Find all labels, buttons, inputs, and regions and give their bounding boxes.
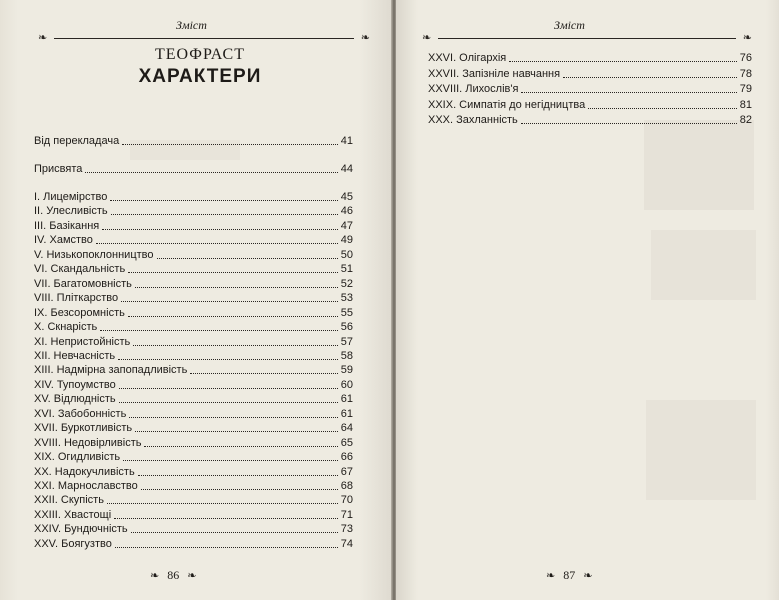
page-footer bbox=[150, 568, 196, 583]
toc-entry-title: XXVII. Запізніле навчання bbox=[428, 67, 561, 80]
dot-leader bbox=[588, 108, 737, 109]
toc-entry-page: 59 bbox=[340, 364, 353, 377]
toc-entry-page: 49 bbox=[340, 234, 353, 247]
toc-entry-page: 41 bbox=[340, 135, 353, 147]
toc-entry bbox=[428, 95, 752, 111]
ornament-icon: ❧ bbox=[38, 32, 48, 44]
dot-leader bbox=[85, 172, 337, 173]
ornament-icon: ❧ bbox=[422, 32, 432, 44]
toc-entry-title: XXIV. Бундючність bbox=[34, 523, 128, 536]
toc-entry bbox=[428, 110, 752, 126]
toc-entry-title: XVIII. Недовірливість bbox=[34, 436, 142, 449]
toc-entry-title: Присвята bbox=[34, 163, 83, 175]
toc-entry-title: X. Скнарість bbox=[34, 321, 98, 334]
toc-entry-title: XIV. Тупоумство bbox=[34, 378, 116, 391]
right-page bbox=[396, 0, 779, 600]
toc-entry-page: 44 bbox=[340, 163, 353, 175]
toc-entry-title: XV. Відлюдність bbox=[34, 393, 116, 406]
toc-entry-page: 66 bbox=[340, 451, 353, 464]
toc-entry-page: 68 bbox=[340, 480, 353, 492]
toc-entry-title: XIII. Надмірна запопадливість bbox=[34, 364, 188, 377]
toc-entry-page: 46 bbox=[340, 205, 353, 218]
toc-entry-page: 73 bbox=[340, 523, 353, 536]
toc-entry-title: XXIX. Симпатія до негідництва bbox=[428, 98, 586, 111]
toc-entry-title: IV. Хамство bbox=[34, 234, 93, 247]
toc-entry-title: VIII. Пліткарство bbox=[34, 292, 119, 305]
dot-leader bbox=[563, 77, 737, 78]
toc-entry-page: 61 bbox=[340, 407, 353, 420]
toc-entry-title: III. Базікання bbox=[34, 219, 100, 232]
toc-entry-title: Від перекладача bbox=[34, 135, 120, 147]
dot-leader bbox=[115, 547, 338, 548]
toc-entry-page: 74 bbox=[340, 537, 353, 550]
ornament-icon: ❧ bbox=[546, 570, 556, 582]
toc-entry-title: XXII. Скупість bbox=[34, 494, 104, 507]
toc-entry-page: 70 bbox=[340, 494, 353, 507]
toc-entry bbox=[428, 48, 752, 64]
toc-entry-page: 51 bbox=[340, 263, 353, 276]
author-name: ТЕОФРАСТ bbox=[155, 46, 245, 63]
toc-entry bbox=[34, 159, 353, 175]
toc-entry-page: 45 bbox=[340, 191, 353, 203]
toc-entry-title: XXVIII. Лихослів'я bbox=[428, 83, 519, 95]
ornament-icon: ❧ bbox=[150, 570, 160, 582]
page-number: 87 bbox=[563, 568, 576, 582]
toc-entry-title: VII. Багатомовність bbox=[34, 277, 132, 290]
toc-entry-title: V. Низькопоклонництво bbox=[34, 248, 154, 261]
toc-entry-page: 60 bbox=[340, 378, 353, 391]
ornament-icon: ❧ bbox=[360, 32, 370, 44]
toc-entry-title: XXI. Марнославство bbox=[34, 480, 138, 492]
page-footer bbox=[546, 568, 592, 583]
dot-leader bbox=[509, 61, 736, 62]
toc-entry-page: 50 bbox=[340, 248, 353, 261]
toc-entry-page: 52 bbox=[340, 277, 353, 290]
ornament-icon: ❧ bbox=[187, 570, 197, 582]
table-of-contents bbox=[428, 0, 752, 600]
toc-entry bbox=[34, 131, 353, 147]
toc-entry-page: 67 bbox=[340, 465, 353, 478]
table-of-contents bbox=[34, 0, 353, 600]
toc-entry-title: I. Лицемірство bbox=[34, 191, 108, 203]
toc-entry-title: XXVI. Олігархія bbox=[428, 52, 507, 64]
toc-entry-title: XXIII. Хвастощі bbox=[34, 508, 112, 521]
toc-entry-title: VI. Скандальність bbox=[34, 263, 126, 276]
toc-entry-title: XI. Непристойність bbox=[34, 335, 131, 348]
toc-entry-page: 57 bbox=[340, 335, 353, 348]
toc-entry-title: XII. Невчасність bbox=[34, 349, 116, 362]
toc-entry-page: 65 bbox=[340, 436, 353, 449]
toc-entry-page: 76 bbox=[739, 52, 752, 64]
ornament-icon: ❧ bbox=[583, 570, 593, 582]
toc-entry-page: 53 bbox=[340, 292, 353, 305]
dot-leader bbox=[521, 123, 737, 124]
toc-entry-title: IX. Безсоромність bbox=[34, 306, 125, 319]
toc-entry-title: XXV. Боягузтво bbox=[34, 537, 112, 550]
running-head: Зміст bbox=[176, 18, 207, 32]
toc-entry-page: 82 bbox=[739, 114, 752, 126]
toc-entry-page: 81 bbox=[739, 98, 752, 111]
toc-entry bbox=[428, 64, 752, 80]
running-head: Зміст bbox=[554, 18, 585, 32]
toc-entry-page: 71 bbox=[340, 508, 353, 521]
dot-leader bbox=[521, 92, 736, 93]
toc-entry-page: 55 bbox=[340, 306, 353, 319]
toc-entry-title: XXX. Захланність bbox=[428, 114, 518, 126]
ornament-icon: ❧ bbox=[742, 32, 752, 44]
toc-entry-page: 58 bbox=[340, 349, 353, 362]
toc-entry-page: 47 bbox=[340, 219, 353, 232]
toc-entry-title: II. Улесливість bbox=[34, 205, 108, 218]
toc-entry bbox=[34, 534, 353, 550]
toc-entry-title: XVII. Буркотливість bbox=[34, 422, 133, 435]
toc-entry-title: XIX. Огидливість bbox=[34, 451, 121, 464]
page-number: 86 bbox=[167, 568, 180, 582]
toc-entry-page: 61 bbox=[340, 393, 353, 406]
toc-entry-page: 64 bbox=[340, 422, 353, 435]
dot-leader bbox=[122, 144, 338, 145]
work-title: ХАРАКТЕРИ bbox=[138, 66, 262, 87]
toc-entry-page: 79 bbox=[739, 83, 752, 95]
toc-entry bbox=[428, 79, 752, 95]
toc-entry-page: 78 bbox=[739, 67, 752, 80]
toc-entry-page: 56 bbox=[340, 321, 353, 334]
toc-entry-title: XX. Надокучливість bbox=[34, 465, 135, 478]
toc-entry-title: XVI. Забобонність bbox=[34, 407, 127, 420]
